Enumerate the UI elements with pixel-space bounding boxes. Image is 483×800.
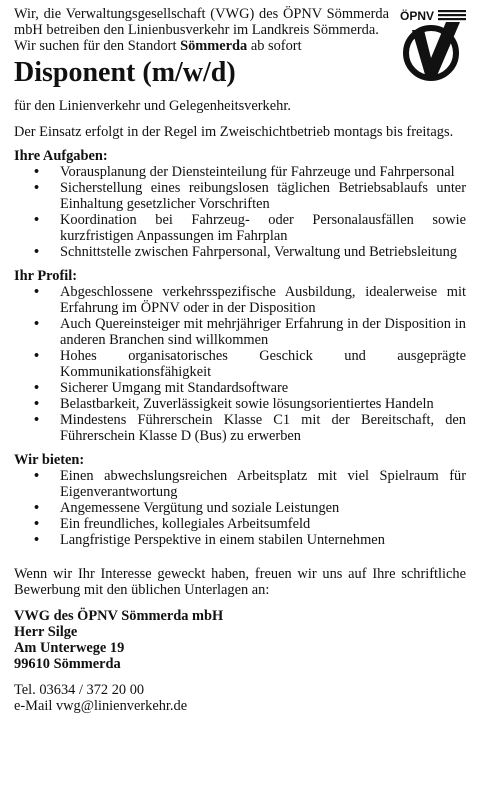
- tasks-heading: Ihre Aufgaben:: [14, 148, 108, 164]
- list-item: • Belastbarkeit, Zuverlässigkeit sowie lösungsorientiertes Handeln: [60, 396, 466, 412]
- phone-number: Tel. 03634 / 372 20 00: [14, 682, 145, 698]
- profile-heading: Ihr Profil:: [14, 268, 78, 284]
- list-item: • Mindestens Führerschein Klasse C1 mit der Bereitschaft, den Führerschein Klasse D (Bus) zu erwerben: [60, 412, 466, 444]
- company-name: VWG des ÖPNV Sömmerda mbH: [14, 608, 224, 624]
- job-title: Disponent (m/w/d): [14, 57, 236, 88]
- intro-location: [14, 38, 389, 54]
- profile-list: [14, 284, 466, 444]
- offer-heading: Wir bieten:: [14, 452, 85, 468]
- closing-text: Wenn wir Ihr Interesse geweckt haben, freuen wir uns auf Ihre schriftliche Bewerbung mit den üblichen Unterlagen an:: [14, 566, 466, 598]
- street-address: Am Unterwege 19: [14, 640, 125, 656]
- schedule-text: Der Einsatz erfolgt in der Regel im Zweischichtbetrieb montags bis freitags.: [14, 124, 454, 140]
- list-item: • Sicherstellung eines reibungslosen täglichen Betriebsablaufs unter Einhaltung gesetzlicher Vorschriften: [60, 180, 466, 212]
- intro-block: [14, 6, 389, 54]
- job-subtitle: für den Linienverkehr und Gelegenheitsverkehr.: [14, 98, 291, 114]
- list-item: • Sicherer Umgang mit Standardsoftware: [60, 380, 466, 396]
- list-item: • Vorausplanung der Diensteinteilung für Fahrzeuge und Fahrpersonal: [60, 164, 466, 180]
- list-item: • Abgeschlossene verkehrsspezifische Ausbildung, idealerweise mit Erfahrung im ÖPNV oder in der Disposition: [60, 284, 466, 316]
- address-block: [14, 608, 466, 672]
- list-item: • Einen abwechslungsreichen Arbeitsplatz mit viel Spielraum für Eigenverantwortung: [60, 468, 466, 500]
- tasks-list: [14, 164, 466, 260]
- email-link[interactable]: e-Mail vwg@linienverkehr.de: [14, 698, 188, 714]
- postal-city: 99610 Sömmerda: [14, 656, 121, 672]
- intro-location-suffix: ab sofort: [247, 38, 302, 54]
- list-item: • Koordination bei Fahrzeug- oder Personalausfällen sowie kurzfristigen Anpassungen im Fahrplan: [60, 212, 466, 244]
- job-advertisement: [14, 6, 466, 714]
- intro-location-city: Sömmerda: [180, 38, 248, 54]
- list-item: • Schnittstelle zwischen Fahrpersonal, Verwaltung und Betriebsleitung: [60, 244, 466, 260]
- logo-label: ÖPNV: [400, 9, 435, 23]
- list-item: • Hohes organisatorisches Geschick und ausgeprägte Kommunikationsfähigkeit: [60, 348, 466, 380]
- list-item: • Auch Quereinsteiger mit mehrjähriger Erfahrung in der Disposition in anderen Branchen sind willkommen: [60, 316, 466, 348]
- intro-text: Wir, die Verwaltungsgesellschaft (VWG) des ÖPNV Sömmerda mbH betreiben den Linienbusverkehr im Landkreis Sömmerda.: [14, 6, 389, 38]
- intro-location-prefix: Wir suchen für den Standort: [14, 38, 181, 54]
- offer-list: [14, 468, 466, 548]
- list-item: • Angemessene Vergütung und soziale Leistungen: [60, 500, 466, 516]
- list-item: • Langfristige Perspektive in einem stabilen Unternehmen: [60, 532, 466, 548]
- list-item: • Ein freundliches, kollegiales Arbeitsumfeld: [60, 516, 466, 532]
- contact-person: Herr Silge: [14, 624, 78, 640]
